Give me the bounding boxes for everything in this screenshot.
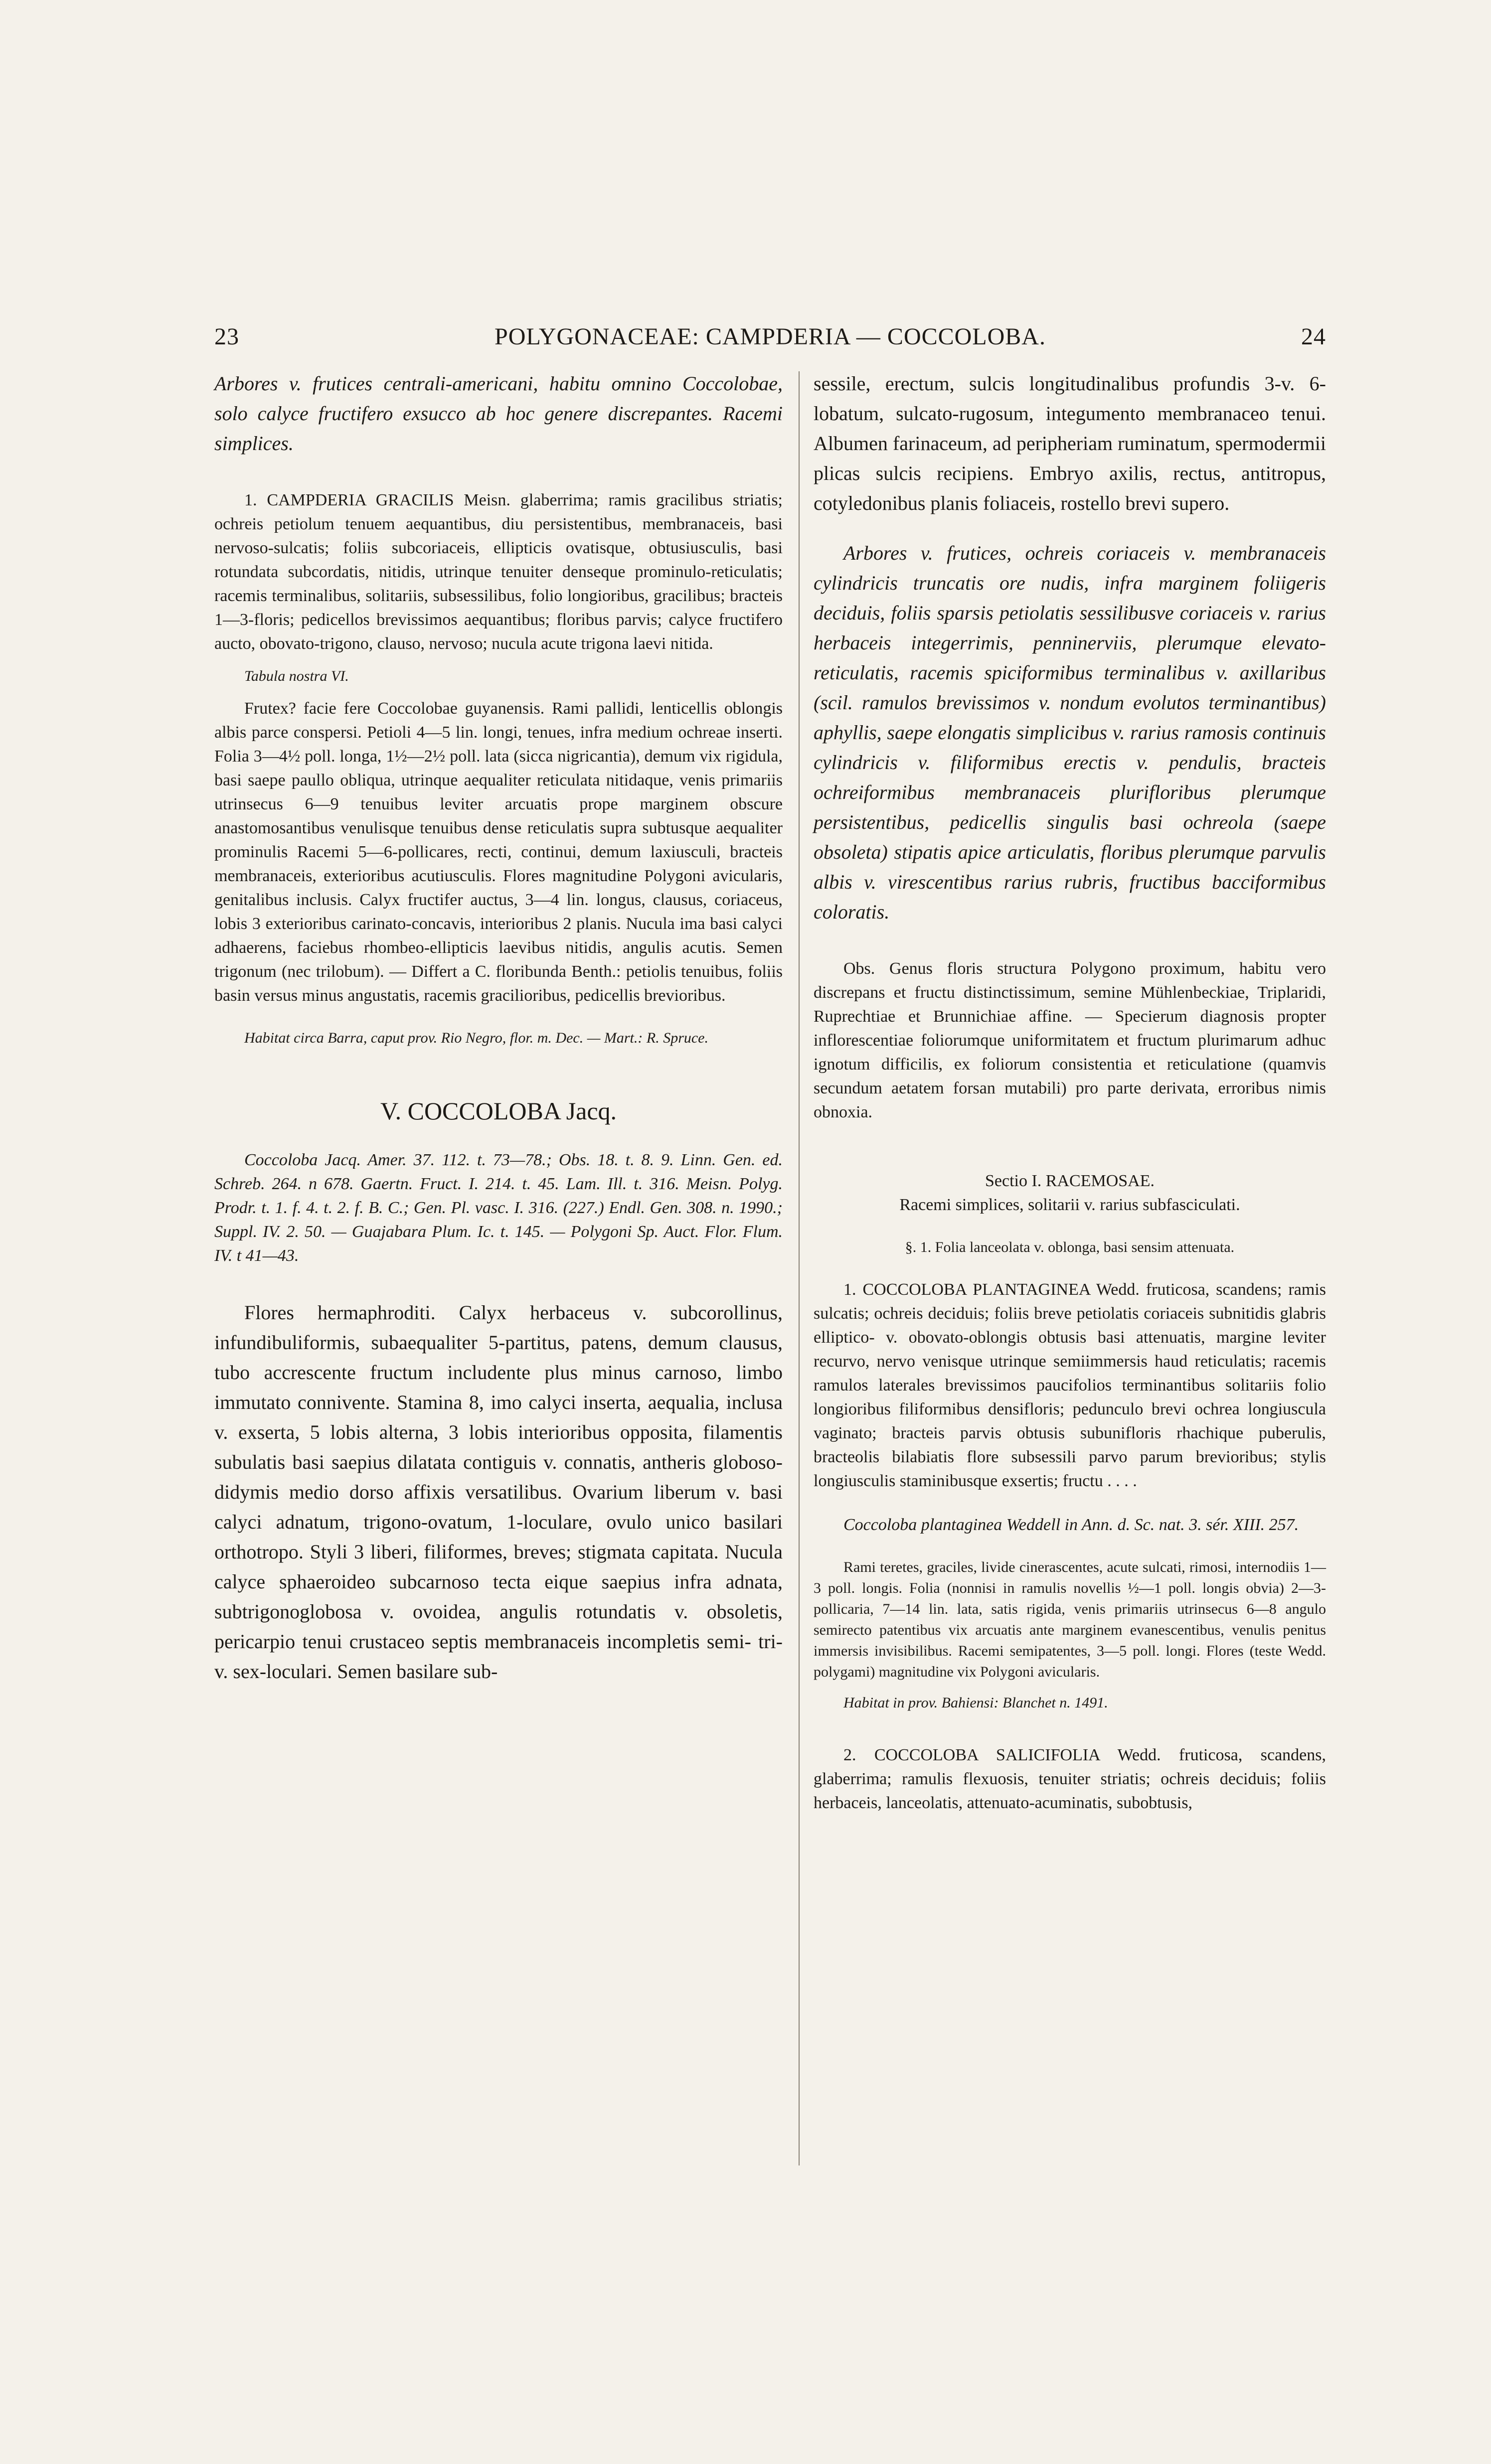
- running-title: POLYGONACEAE: CAMPDERIA — COCCOLOBA.: [495, 323, 1046, 350]
- habit-description: Arbores v. frutices, ochreis coriaceis v. membranaceis cylindricis truncatis ore nudis, infra marginem foliigeris deciduis, foliis sparsis petiolatis sessilibusve coriaceis v. rarius herbaceis integerrimis, penninerviis, plerumque elevato-reticulatis, racemis spiciformibus terminalibus v. axillaribus (scil. ramulos brevissimos v. nondum evolutos terminantibus) aphyllis, saepe elongatis simplicibus v. rarius ramosis continuis cylindricis v. filiformibus erectis v. pendulis, bracteis ochreiformibus membranaceis plurifloribus plerumque persistentibus, pedicellis singulis basi ochreola (saepe obsoleta) stipatis apice articulatis, floribus plerumque parvulis albis v. virescentibus rarius rubris, fructibus bacciformibus coloratis.: [814, 542, 1326, 923]
- plate-reference: Tabula nostra VI.: [244, 668, 349, 684]
- section-title: Sectio I. RACEMOSAE.: [985, 1172, 1155, 1190]
- left-column: [214, 369, 783, 1687]
- genus-title: V. COCCOLOBA Jacq.: [380, 1097, 617, 1125]
- page-number-right: 24: [1301, 323, 1326, 350]
- species-description: Frutex? facie fere Coccolobae guyanensis. Rami pallidi, lenticellis oblongis albis parce conspersi. Petioli 4—5 lin. longi, tenues, infra medium ochreae inserti. Folia 3—4½ poll. longa, 1½—2½ poll. lata (sicca nigricantia), demum vix rigidula, basi saepe paullo obliqua, utrinque aequaliter reticulata nitidaque, venis primariis utrinsecus 6—9 tenuibus leviter arcuatis prope marginem obscure anastomosantibus venulisque tenuibus dense reticulatis supra subtusque aequaliter prominulis Racemi 5—6-pollicares, recti, continui, demum laxiusculi, bracteis membranaceis, exterioribus acutiusculis. Flores magnitudine Polygoni avicularis, genitalibus inclusis. Calyx fructifer auctus, 3—4 lin. longus, clausus, coriaceus, lobis 3 exterioribus carinato-concavis, interioribus 2 planis. Nucula ima basi calyci adhaerens, faciebus rhombeo-ellipticis laevibus nitidis, angulis acutis. Semen trigonum (nec trilobum). — Differt a C. floribunda Benth.: petiolis tenuibus, foliis basin versus minus angustatis, racemis gracilioribus, pedicellis brevioribus.: [214, 699, 783, 1005]
- plantaginea-habitat: Habitat in prov. Bahiensi: Blanchet n. 1491.: [843, 1694, 1108, 1711]
- species-campderia-gracilis: 1. CAMPDERIA GRACILIS Meisn. glaberrima; ramis gracilibus striatis; ochreis petiolum tenuem aequantibus, diu persistentibus, membranaceis, basi nervoso-sulcatis; foliis subcoriaceis, ellipticis ovatisque, obtusiusculis, basi rotundata subcordatis, nitidis, utrinque tenuiter denseque prominulo-reticulatis; racemis terminalibus, solitariis, subsessilibus, folio longioribus, gracilibus; bracteis 1—3-floris; pedicellos brevissimos aequantibus; floribus parvis; calyce fructifero aucto, obovato-trigono, clauso, nervoso; nucula acute trigona laevi nitida.: [214, 491, 783, 653]
- page-number-left: 23: [214, 323, 239, 350]
- genus-description: Flores hermaphroditi. Calyx herbaceus v. subcorollinus, infundibuliformis, subaequaliter 5-partitus, patens, demum clausus, tubo accrescente fructum includente plus minus carnoso, limbo immutato connivente. Stamina 8, imo calyci inserta, aequalia, inclusa v. exserta, 5 lobis alterna, 3 lobis interioribus opposita, filamentis subulatis basi saepius dilatata contiguis v. connatis, antheris globoso-didymis medio dorso affixis versatilibus. Ovarium liberum v. basi calyci adnatum, trigono-ovatum, 1-loculare, ovulo unico basilari orthotropo. Styli 3 liberi, filiformes, breves; stigmata capitata. Nucula calyce sphaeroideo subcarnoso tecta eique saepius infra adnata, subtrigonoglobosa v. ovoidea, angulis rotundatis v. obsoletis, pericarpio tenui crustaceo septis membranaceis incompletis semi- tri- v. sex-loculari. Semen basilare sub-: [214, 1301, 783, 1683]
- species-coccoloba-salicifolia: 2. COCCOLOBA SALICIFOLIA Wedd. fruticosa, scandens, glaberrima; ramulis flexuosis, tenuiter striatis; ochreis deciduis; foliis herbaceis, lanceolatis, attenuato-acuminatis, subobtusis,: [814, 1746, 1326, 1812]
- genus-synonymy: Coccoloba Jacq. Amer. 37. 112. t. 73—78.; Obs. 18. t. 8. 9. Linn. Gen. ed. Schreb. 264. n 678. Gaertn. Fruct. I. 214. t. 45. Lam. Ill. t. 316. Meisn. Polyg. Prodr. t. 1. f. 4. t. 2. f. B. C.; Gen. Pl. vasc. I. 316. (227.) Endl. Gen. 308. n. 1990.; Suppl. IV. 2. 50. — Guajabara Plum. Ic. t. 145. — Polygoni Sp. Auct. Flor. Flum. IV. t 41—43.: [214, 1151, 783, 1265]
- subsection-heading: §. 1. Folia lanceolata v. oblonga, basi sensim attenuata.: [905, 1239, 1235, 1255]
- section-description: Racemi simplices, solitarii v. rarius subfasciculati.: [899, 1196, 1240, 1214]
- plantaginea-description: Rami teretes, graciles, livide cinerascentes, acute sulcati, rimosi, internodiis 1—3 poll. longis. Folia (nonnisi in ramulis novellis ½—1 poll. longis obvia) 2—3-pollicaria, 7—14 lin. lata, satis rigida, venis primariis utrinsecus 6—8 angulo semirecto patentibus vix arcuatis ante marginem evanescentibus, venulis penitus immersis invisibilibus. Racemi semipatentes, 3—5 poll. longi. Flores (teste Wedd. polygami) magnitudine vix Polygoni avicularis.: [814, 1559, 1326, 1680]
- genus-intro: Arbores v. frutices centrali-americani, habitu omnino Coccolobae, solo calyce fructifero exsucco ab hoc genere discrepantes. Racemi simplices.: [214, 372, 783, 455]
- right-column: [814, 369, 1326, 1815]
- column-divider: [799, 371, 800, 2165]
- habitat-note: Habitat circa Barra, caput prov. Rio Negro, flor. m. Dec. — Mart.: R. Spruce.: [244, 1030, 708, 1046]
- observation-note: Obs. Genus floris structura Polygono proximum, habitu vero discrepans et fructu distinctissimum, semine Mühlenbeckiae, Triplaridi, Ruprechtiae et Brunnichiae affine. — Specierum diagnosis propter inflorescentiae foliorumque uniformitatem et fructum plurimarum adhuc ignotum difficilis, ex foliorum consistentia et reticulatione (quamvis secundum aetatem forsan mutabili) pro parte derivata, erroribus nimis obnoxia.: [814, 959, 1326, 1121]
- literature-reference: Coccoloba plantaginea Weddell in Ann. d. Sc. nat. 3. sér. XIII. 257.: [843, 1516, 1299, 1534]
- page-header: [214, 319, 1326, 359]
- species-coccoloba-plantaginea: 1. COCCOLOBA PLANTAGINEA Wedd. fruticosa, scandens; ramis sulcatis; ochreis deciduis; foliis breve petiolatis coriaceis subnitidis glabris elliptico- v. obovato-oblongis obtusis basi attenuatis, margine leviter recurvo, nervo venisque utrinque semiimmersis haud reticulatis; racemis ramulos laterales brevissimos paucifolios terminantibus solitariis folio longioribus filiformibus densifloris; pedunculo brevi ochrea longiuscula vaginato; bracteis parvis obtusis subunifloris rhachique puberulis, bracteolis bilabiatis flore subsessili parvo parum brevioribus; stylis longiusculis staminibusque exsertis; fructu . . . .: [814, 1280, 1326, 1490]
- genus-description-continued: sessile, erectum, sulcis longitudinalibus profundis 3-v. 6-lobatum, sulcato-rugosum, integumento membranaceo tenui. Albumen farinaceum, ad peripheriam ruminatum, spermodermii plicas sulcis recipiens. Embryo axilis, rectus, antitropus, cotyledonibus planis foliaceis, rostello brevi supero.: [814, 372, 1326, 514]
